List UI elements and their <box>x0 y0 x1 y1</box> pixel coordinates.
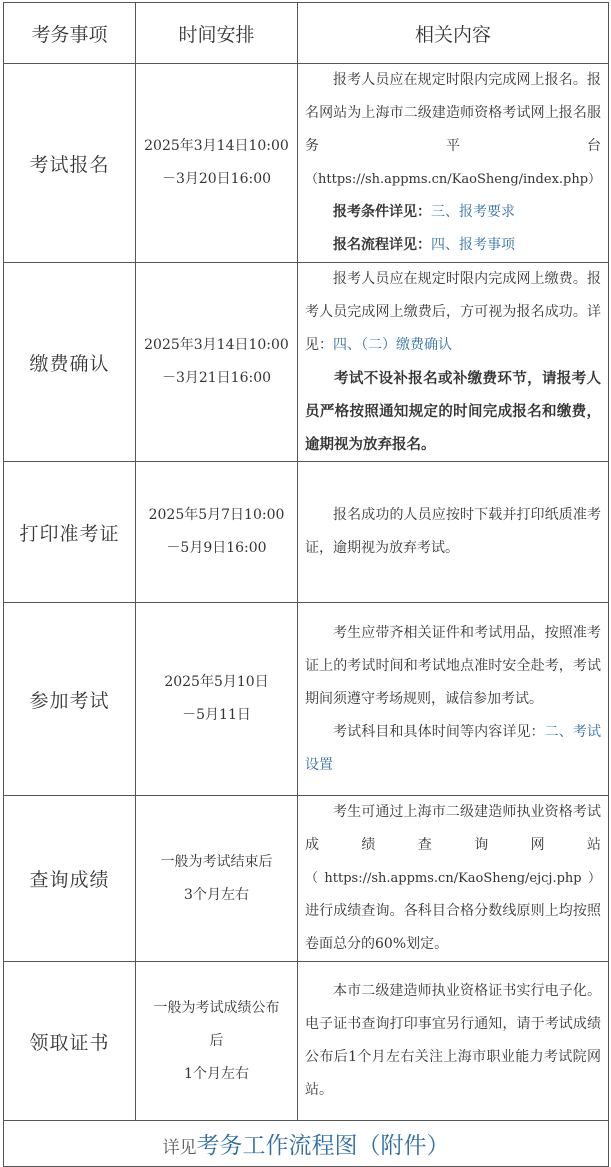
table-row <box>4 462 609 603</box>
footer-cell <box>4 1121 609 1167</box>
exam-schedule-table <box>3 2 609 1167</box>
row-time <box>136 962 298 1121</box>
content-paragraph <box>305 263 601 362</box>
content-paragraph <box>305 64 601 196</box>
registration-process-link[interactable]: 四、报考事项 <box>431 237 515 253</box>
exam-setup-link[interactable]: 二、考试设置 <box>305 723 602 773</box>
time-end: －3月21日16:00 <box>161 370 272 386</box>
row-item: 查询成绩 <box>4 796 136 962</box>
row-time <box>136 796 298 962</box>
row-content <box>298 64 609 263</box>
time-start: 2025年5月10日 <box>164 674 269 690</box>
time-start: 2025年3月14日10:00 <box>144 337 289 353</box>
payment-confirm-link[interactable]: 四、（二）缴费确认 <box>333 337 452 353</box>
time-start: 2025年3月14日10:00 <box>144 138 289 154</box>
content-paragraph: 本市二级建造师执业资格证书实行电子化。电子证书查询打印事宜另行通知，请于考试成绩公布后1个月左右关注上海市职业能力考试院网站。 <box>305 983 601 1098</box>
table-footer-row <box>4 1121 609 1167</box>
requirements-link[interactable]: 三、报考要求 <box>431 204 515 220</box>
content-paragraph <box>305 196 601 229</box>
row-item: 考试报名 <box>4 64 136 263</box>
row-time <box>136 64 298 263</box>
registration-site-link[interactable]: （https://sh.appms.cn/KaoSheng/index.php） <box>305 172 602 187</box>
time-start: 2025年5月7日10:00 <box>148 507 285 523</box>
row-time <box>136 263 298 462</box>
row-time <box>136 462 298 603</box>
row-time <box>136 603 298 796</box>
header-item: 考务事项 <box>4 3 136 64</box>
content-text: 考生可通过上海市二级建造师执业资格考试成绩查询网站 <box>305 804 601 853</box>
table-row <box>4 263 609 462</box>
time-start: 一般为考试结束后 <box>160 853 273 870</box>
row-item: 缴费确认 <box>4 263 136 462</box>
time-line: 后 <box>209 1032 224 1049</box>
time-line: 一般为考试成绩公布 <box>153 999 280 1016</box>
content-paragraph: 考生应带齐相关证件和考试用品，按照准考证上的考试时间和考试地点准时安全赴考，考试期间须遵守考场规则，诚信参加考试。 <box>305 624 601 707</box>
content-paragraph: 报名成功的人员应按时下载并打印纸质准考证，逾期视为放弃考试。 <box>305 507 601 556</box>
table-row <box>4 962 609 1121</box>
content-text: 报考人员应在规定时限内完成网上报名。报名网站为上海市二级建造师资格考试网上报名服务平台 <box>305 72 601 154</box>
content-paragraph-bold: 考试不设补报名或补缴费环节，请报考人员严格按照通知规定的时间完成报名和缴费，逾期视为放弃报名。 <box>305 370 601 453</box>
row-content <box>298 603 609 796</box>
table-row <box>4 64 609 263</box>
row-content <box>298 462 609 603</box>
content-text: 报考人员应在规定时限内完成网上缴费。报考人员完成网上缴费后，方可视为报名成功。详见： <box>305 271 601 353</box>
row-content <box>298 263 609 462</box>
time-end: －3月20日16:00 <box>161 171 272 187</box>
time-line: 1个月左右 <box>184 1065 249 1082</box>
content-paragraph <box>305 796 601 961</box>
header-content: 相关内容 <box>298 3 609 64</box>
content-label: 报名流程详见： <box>333 237 431 253</box>
workflow-chart-link[interactable]: 考务工作流程图（附件） <box>196 1133 450 1159</box>
row-content <box>298 962 609 1121</box>
table-header-row <box>4 3 609 64</box>
content-paragraph <box>305 229 601 262</box>
table-row <box>4 603 609 796</box>
content-paragraph <box>305 716 601 782</box>
time-end: －5月11日 <box>182 707 251 723</box>
table-row <box>4 796 609 962</box>
content-label: 报考条件详见： <box>333 204 431 220</box>
time-end: 3个月左右 <box>184 886 249 903</box>
row-item: 领取证书 <box>4 962 136 1121</box>
header-time: 时间安排 <box>136 3 298 64</box>
time-end: －5月9日16:00 <box>166 540 267 556</box>
row-item: 打印准考证 <box>4 462 136 603</box>
score-query-link[interactable]: （https://sh.appms.cn/KaoSheng/ejcj.php） <box>305 871 601 886</box>
content-text: 考试科目和具体时间等内容详见： <box>333 723 545 740</box>
row-content <box>298 796 609 962</box>
footer-prefix: 详见 <box>162 1138 197 1158</box>
content-text: 进行成绩查询。各科目合格分数线原则上均按照卷面总分的60%划定。 <box>305 903 601 952</box>
row-item: 参加考试 <box>4 603 136 796</box>
